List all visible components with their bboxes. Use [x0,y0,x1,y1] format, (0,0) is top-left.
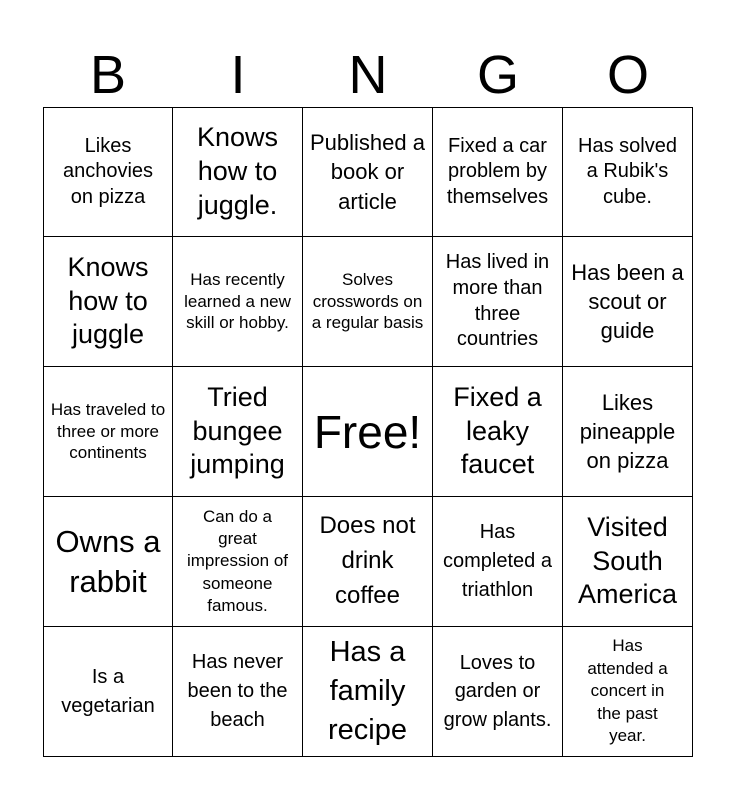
free-space-text: Free! [313,405,422,458]
bingo-cell[interactable] [563,367,693,497]
bingo-cell-free[interactable] [303,367,433,497]
header-letter-o: O [606,45,649,105]
cell-text: Tried bungee jumping [190,381,285,480]
bingo-cell[interactable] [173,237,303,367]
header-letter-n: N [348,45,388,105]
bingo-cell[interactable] [563,497,693,627]
header-letter-b: B [89,45,127,105]
cell-text: Can do a great impression of someone famous. [186,507,289,615]
cell-text: Fixed a car problem by themselves [446,134,549,208]
bingo-cell[interactable] [433,107,563,237]
bingo-cell[interactable] [173,627,303,757]
bingo-cell[interactable] [563,237,693,367]
bingo-cell[interactable] [43,367,173,497]
bingo-cell[interactable] [173,497,303,627]
header-letter-g: G [476,45,519,105]
cell-text: Knows how to juggle [67,251,149,350]
cell-text: Published a book or article [310,130,425,214]
bingo-cell[interactable] [43,107,173,237]
bingo-board [43,107,693,757]
cell-text: Is a vegetarian [61,665,155,717]
bingo-cell[interactable] [173,367,303,497]
cell-text: Has a family recipe [328,635,407,747]
cell-text: Has traveled to three or more continents [50,400,166,463]
bingo-cell[interactable] [303,627,433,757]
cell-text: Has solved a Rubik's cube. [578,134,677,208]
bingo-cell[interactable] [303,497,433,627]
header-letter-i: I [230,45,246,105]
bingo-cell[interactable] [433,627,563,757]
cell-text: Knows how to juggle. [196,122,279,220]
cell-text: Does not drink coffee [319,512,416,609]
bingo-cell[interactable] [303,237,433,367]
bingo-cell[interactable] [43,237,173,367]
cell-text: Visited South America [577,511,678,610]
bingo-cell[interactable] [433,497,563,627]
cell-text: Has recently learned a new skill or hobby. [184,270,291,333]
cell-text: Fixed a leaky faucet [453,381,542,480]
cell-text: Has been a scout or guide [571,259,684,344]
bingo-cell[interactable] [43,497,173,627]
cell-text: Solves crosswords on a regular basis [311,270,424,333]
bingo-cell[interactable] [173,107,303,237]
cell-text: Has never been to the beach [187,651,288,731]
cell-text: Likes anchovies on pizza [62,134,154,208]
bingo-cell[interactable] [433,367,563,497]
bingo-header [43,42,693,108]
cell-text: Has completed a triathlon [443,521,552,601]
bingo-cell[interactable] [563,107,693,237]
cell-text: Likes pineapple on pizza [579,389,676,474]
bingo-cell[interactable] [303,107,433,237]
bingo-cell[interactable] [43,627,173,757]
bingo-cell[interactable] [563,627,693,757]
cell-text: Has attended a concert in the past year. [587,636,668,746]
cell-text: Owns a rabbit [55,523,161,599]
bingo-cell[interactable] [433,237,563,367]
cell-text: Has lived in more than three countries [445,251,550,351]
cell-text: Loves to garden or grow plants. [443,651,552,731]
